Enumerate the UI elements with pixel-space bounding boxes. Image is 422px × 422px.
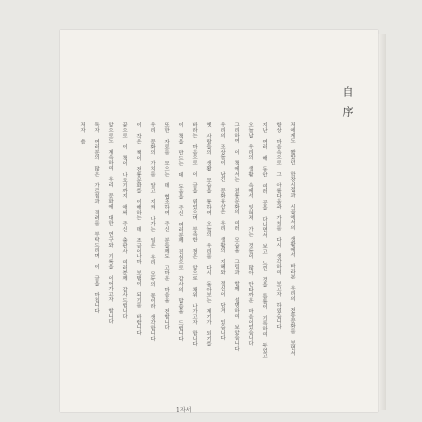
- text-column: 옛 사람들의 생활 모습을 통하여 오늘의 우리를 다시 돌아보는 계기가 되기를: [205, 122, 211, 347]
- text-column: 또한 자료를 모으는 데 협조하여 주신 분들께도 고마운 마음을 전합니다: [163, 122, 169, 330]
- text-column: 끝으로 이 책이 나오기까지 애써 주신 출판사 여러분께 감사드립니다: [121, 122, 127, 319]
- page-number: 1자서: [176, 407, 192, 414]
- text-column: 이 책을 만드는 데 도움을 주신 여러분께 진심으로 감사의 말씀을 드립니다: [177, 122, 183, 341]
- text-column: 우리 문화의 가치를 알고 지켜 나가는 일은 우리 모두의 몫이라 생각합니다: [149, 122, 155, 341]
- book-page: [60, 30, 378, 412]
- text-column: 이 작은 책이 전통문화를 이해하는 데 조금이나마 보탬이 되기를 바랍니다: [135, 122, 141, 335]
- text-column: 독자 여러분의 많은 가르침과 격려를 부탁드리며 이 글을 마칩니다: [93, 122, 99, 314]
- text-column: 항상 마음속으로 그 아름다움과 가치를 다시 생각하여 보고자 하였습니다: [275, 122, 281, 329]
- text-column: 바라는 마음으로 이 글을 엮었으며 부족한 점은 앞으로 채워 나가고자 합니다: [191, 122, 197, 347]
- text-column: 저에게도 짧았던 학창시절과 시골에서의 생활에서 바라본 우리의 전통문화를 보면서: [289, 122, 295, 356]
- page-title: 自序: [341, 86, 354, 126]
- text-column: 오늘날 우리의 생활 속에서 잊혀져 가는 것들이 많아 안타까운 마음이었습니다: [247, 122, 253, 346]
- text-column: 우리의 조상들이 남긴 문화유산은 우리 생활의 지혜와 정신이 담겨 있습니다: [219, 122, 225, 341]
- text-column: 앞으로도 계속하여 우리 문화에 대한 연구와 기록을 이어가고자 합니다: [107, 122, 113, 324]
- text-column: 지난 여러 해 동안 여러 곳을 다니면서 보고 느낀 것을 틈틈이 기록하여 두었고: [261, 122, 267, 359]
- text-column: 그리하여 이 책에서는 전통문화의 여러 모습을 그림과 함께 설명하여 보았습니다: [233, 122, 239, 351]
- text-column: 저자 씀: [79, 122, 85, 144]
